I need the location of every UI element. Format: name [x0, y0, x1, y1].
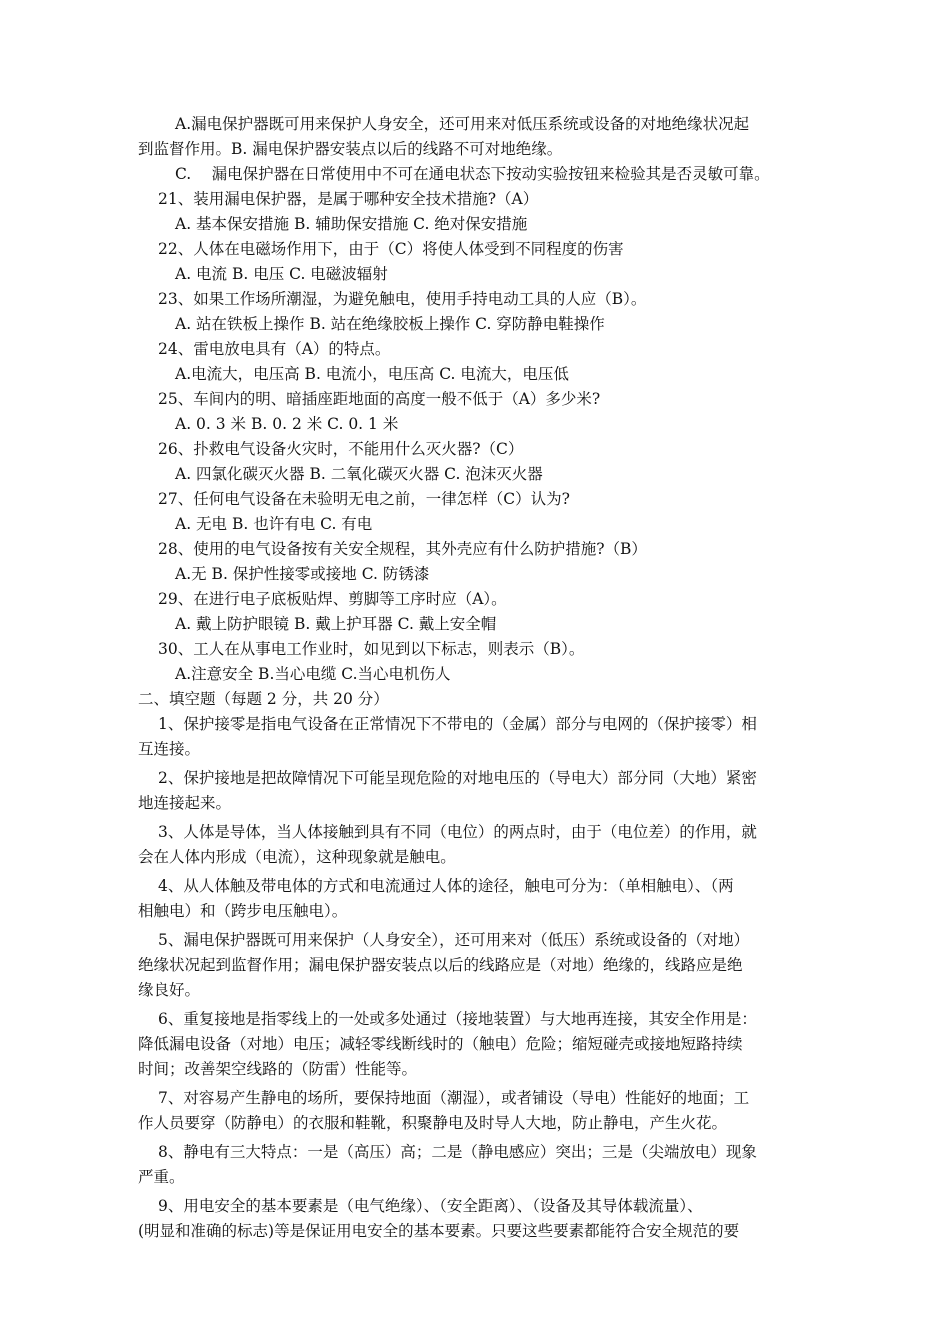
text-line: A.电流大，电压高 B. 电流小，电压高 C. 电流大，电压低: [175, 365, 569, 383]
document-body: [138, 112, 818, 1244]
text-line: A.漏电保护器既可用来保护人身安全，还可用来对低压系统或设备的对地绝缘状况起: [175, 115, 750, 133]
text-line: A. 电流 B. 电压 C. 电磁波辐射: [175, 265, 388, 283]
text-line: 27、任何电气设备在未验明无电之前，一律怎样（C）认为?: [158, 490, 570, 508]
text-line: A. 无电 B. 也许有电 C. 有电: [175, 515, 373, 533]
text-line: 缘良好。: [138, 981, 201, 999]
text-line: 相触电）和（跨步电压触电）。: [138, 902, 348, 920]
text-line: A.无 B. 保护性接零或接地 C. 防锈漆: [175, 565, 430, 583]
text-line: 1、保护接零是指电气设备在正常情况下不带电的（金属）部分与电网的（保护接零）相: [158, 715, 757, 733]
text-line: 22、人体在电磁场作用下，由于（C）将使人体受到不同程度的伤害: [158, 240, 624, 258]
text-line: 严重。: [138, 1168, 185, 1186]
text-line: 8、静电有三大特点：一是（高压）高；二是（静电感应）突出；三是（尖端放电）现象: [158, 1143, 757, 1161]
text-line: 互连接。: [138, 740, 201, 758]
text-line: 30、工人在从事电工作业时，如见到以下标志，则表示（B）。: [158, 640, 585, 658]
text-line: 二、填空题（每题 2 分，共 20 分）: [138, 690, 389, 708]
text-line: 21、装用漏电保护器，是属于哪种安全技术措施?（A）: [158, 190, 539, 208]
text-line: 25、车间内的明、暗插座距地面的高度一般不低于（A）多少米?: [158, 390, 601, 408]
text-line: A.注意安全 B.当心电缆 C.当心电机伤人: [175, 665, 451, 683]
text-line: A. 四氯化碳灭火器 B. 二氧化碳灭火器 C. 泡沫灭火器: [175, 465, 543, 483]
text-line: A. 基本保安措施 B. 辅助保安措施 C. 绝对保安措施: [175, 215, 528, 233]
text-line: C. 漏电保护器在日常使用中不可在通电状态下按动实验按钮来检验其是否灵敏可靠。: [175, 165, 770, 183]
text-line: 5、漏电保护器既可用来保护（人身安全），还可用来对（低压）系统或设备的（对地）: [158, 931, 750, 949]
text-line: A. 0. 3 米 B. 0. 2 米 C. 0. 1 米: [175, 415, 399, 433]
text-line: 28、使用的电气设备按有关安全规程，其外壳应有什么防护措施?（B）: [158, 540, 647, 558]
text-line: 7、对容易产生静电的场所，要保持地面（潮湿），或者铺设（导电）性能好的地面；工: [158, 1089, 750, 1107]
text-line: 9、用电安全的基本要素是（电气绝缘）、（安全距离）、（设备及其导体载流量）、: [158, 1197, 703, 1215]
text-line: 4、从人体触及带电体的方式和电流通过人体的途径，触电可分为：（单相触电）、（两: [158, 877, 734, 895]
text-line: 29、在进行电子底板贴焊、剪脚等工序时应（A）。: [158, 590, 507, 608]
text-line: 作人员要穿（防静电）的衣服和鞋靴，积聚静电及时导人大地，防止静电，产生火花。: [138, 1114, 728, 1132]
text-line: 3、人体是导体，当人体接触到具有不同（电位）的两点时，由于（电位差）的作用，就: [158, 823, 757, 841]
text-line: 2、保护接地是把故障情况下可能呈现危险的对地电压的（导电大）部分同（大地）紧密: [158, 769, 757, 787]
text-line: 26、扑救电气设备火灾时，不能用什么灭火器?（C）: [158, 440, 524, 458]
text-line: A. 戴上防护眼镜 B. 戴上护耳器 C. 戴上安全帽: [175, 615, 497, 633]
text-line: 绝缘状况起到监督作用；漏电保护器安装点以后的线路应是（对地）绝缘的，线路应是绝: [138, 956, 743, 974]
text-line: (明显和准确的标志)等是保证用电安全的基本要素。只要这些要素都能符合安全规范的要: [138, 1222, 740, 1240]
text-line: 降低漏电设备（对地）电压；减轻零线断线时的（触电）危险；缩短碰壳或接地短路持续: [138, 1035, 743, 1053]
text-line: 地连接起来。: [138, 794, 232, 812]
text-line: 6、重复接地是指零线上的一处或多处通过（接地装置）与大地再连接，其安全作用是：: [158, 1010, 757, 1028]
text-line: 到监督作用。B. 漏电保护器安装点以后的线路不可对地绝缘。: [138, 140, 563, 158]
text-line: 24、雷电放电具有（A）的特点。: [158, 340, 391, 358]
text-line: 会在人体内形成（电流），这种现象就是触电。: [138, 848, 456, 866]
text-line: A. 站在铁板上操作 B. 站在绝缘胶板上操作 C. 穿防静电鞋操作: [175, 315, 605, 333]
text-line: 时间；改善架空线路的（防雷）性能等。: [138, 1060, 418, 1078]
text-line: 23、如果工作场所潮湿，为避免触电，使用手持电动工具的人应（B）。: [158, 290, 647, 308]
